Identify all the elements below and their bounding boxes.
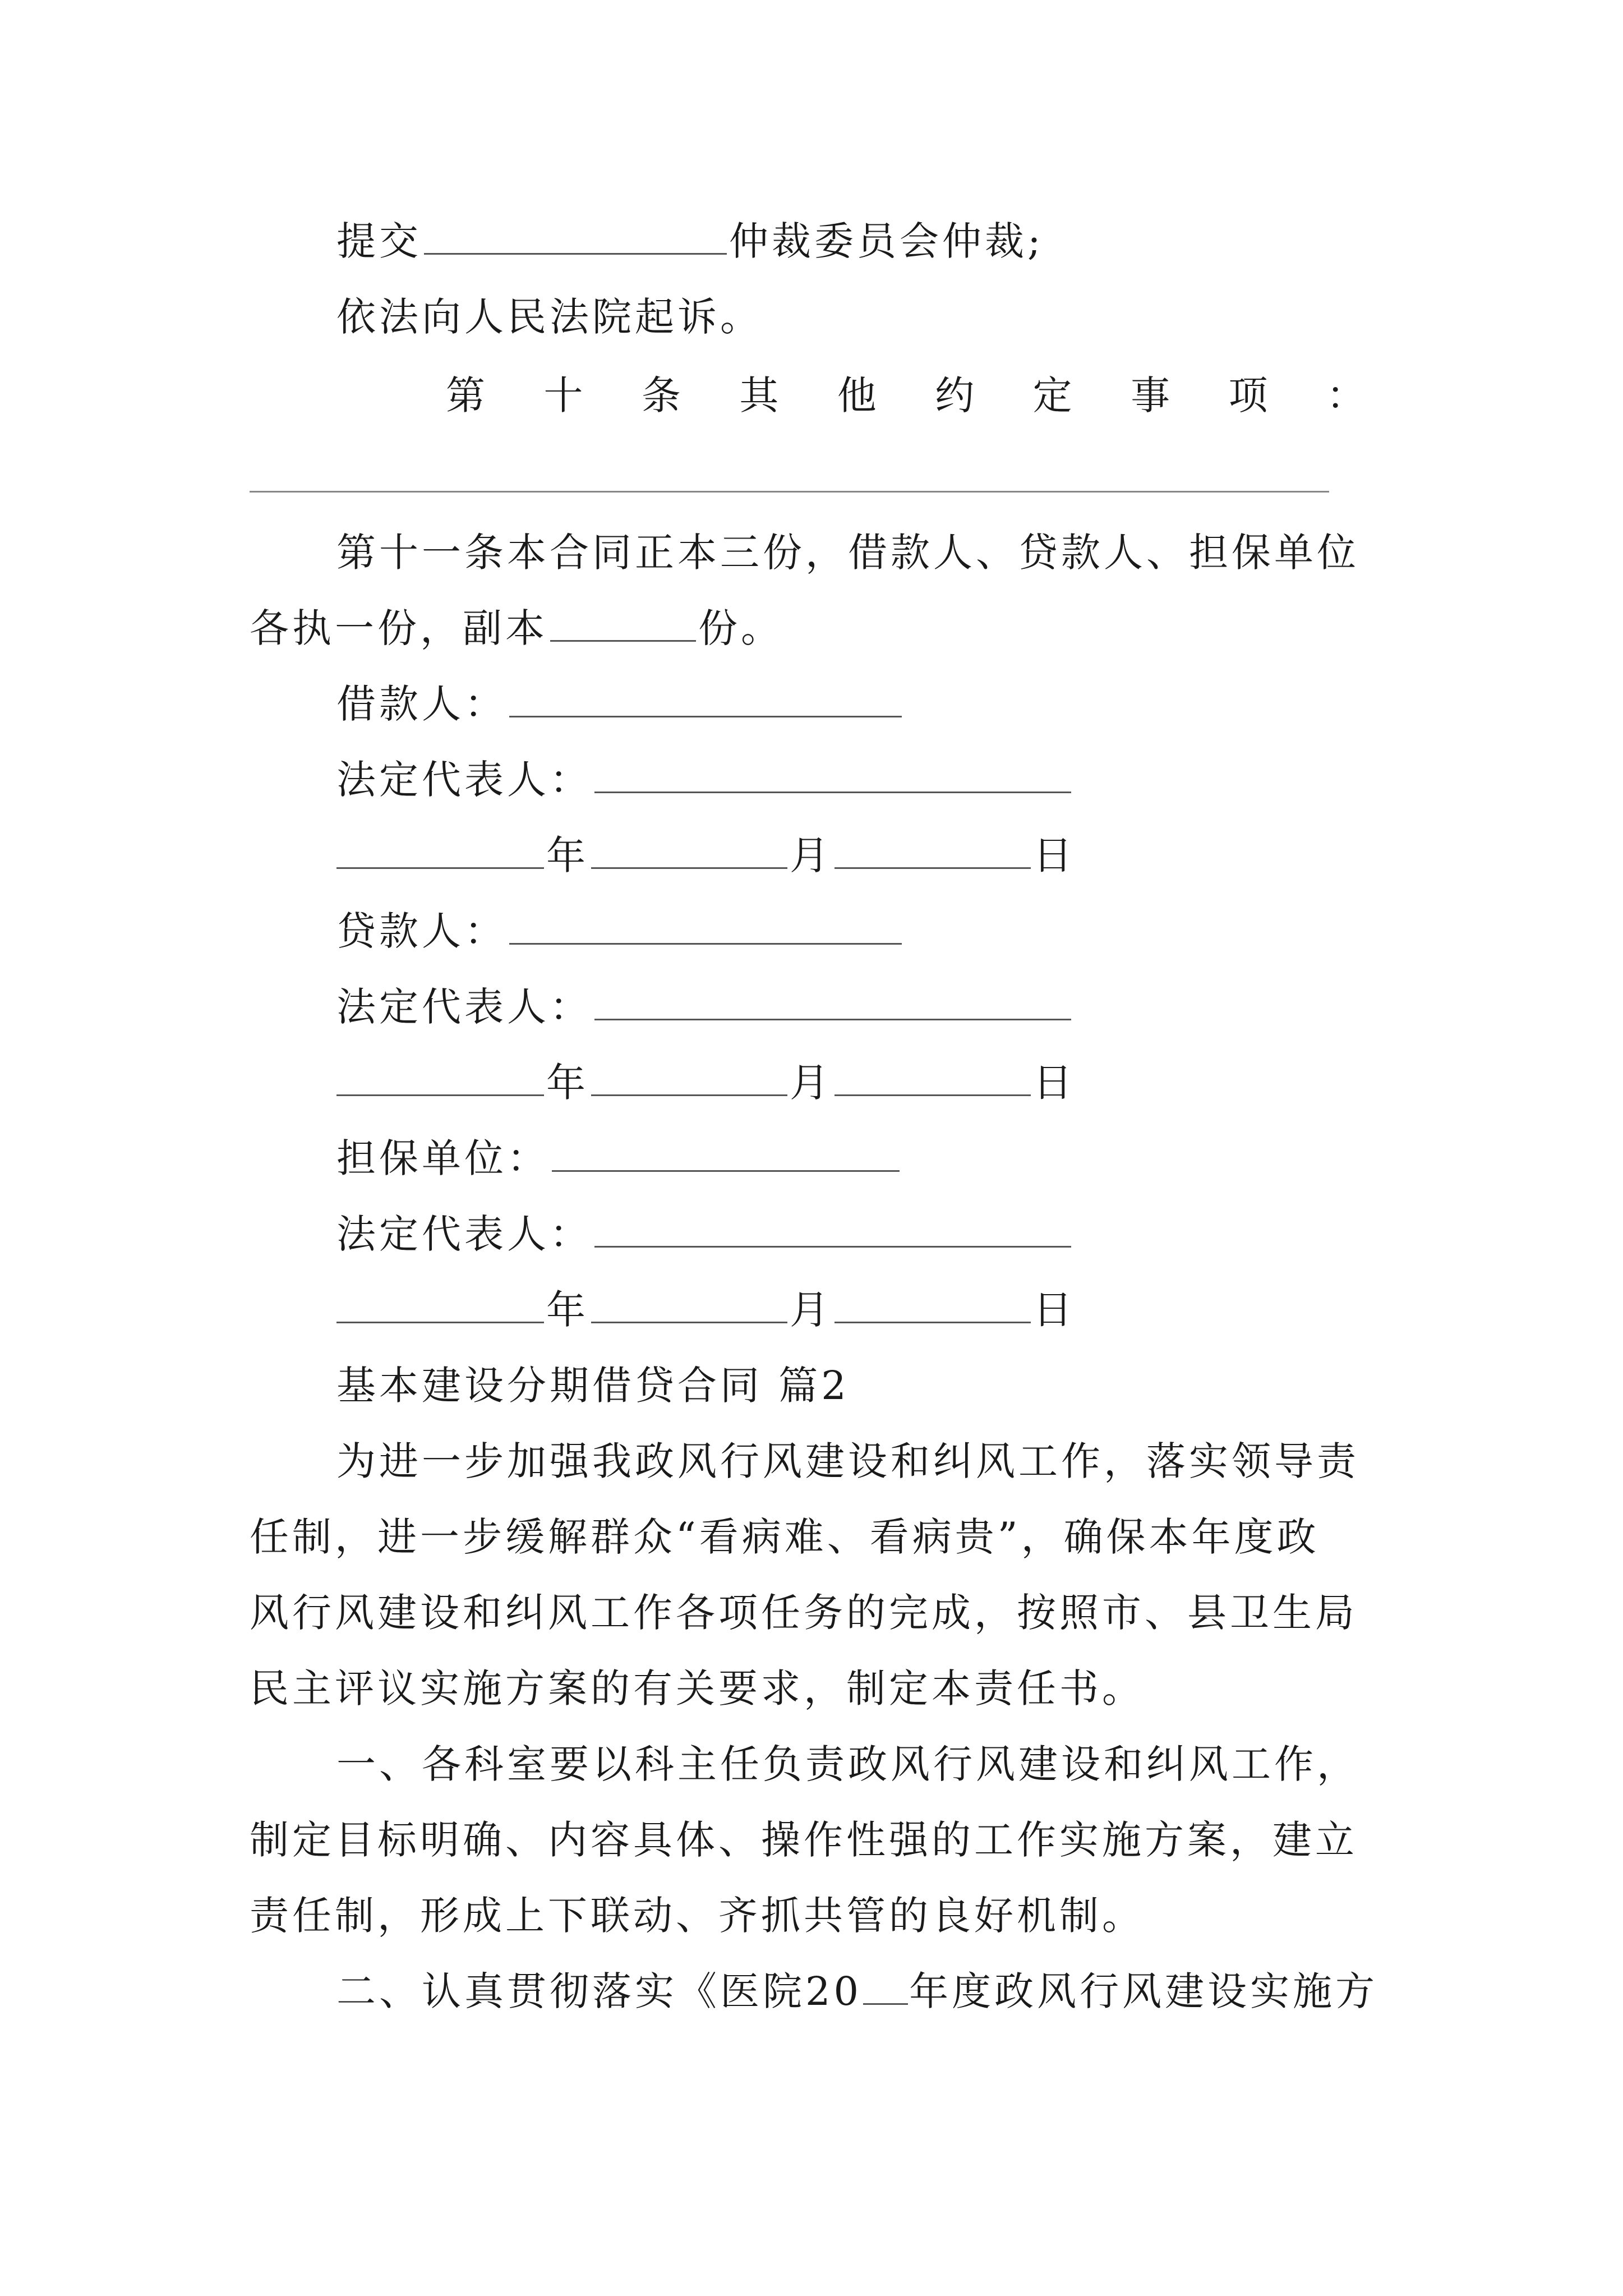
- label: 年: [546, 832, 589, 878]
- day-field[interactable]: [834, 1282, 1031, 1323]
- label: 法定代表人：: [336, 1211, 592, 1257]
- label: 法定代表人：: [336, 984, 592, 1030]
- char: 条: [641, 372, 681, 418]
- borrower-line: [336, 676, 904, 732]
- text: 提交: [336, 218, 422, 264]
- label: 日: [1033, 832, 1076, 878]
- lender-rep-line: [336, 979, 1073, 1035]
- label: 日: [1033, 1287, 1076, 1333]
- label: 担保单位：: [336, 1135, 550, 1181]
- paragraph-1-line: 民主评议实施方案的有关要求，制定本责任书。: [250, 1665, 1145, 1711]
- year-blank[interactable]: [863, 1964, 908, 2005]
- char: 定: [1032, 372, 1072, 418]
- text: 年度政风行风建设实施方: [909, 1968, 1378, 2014]
- guarantor-line: [336, 1130, 902, 1186]
- day-field[interactable]: [834, 828, 1031, 869]
- text: 各执一份，副本: [250, 605, 548, 651]
- label: 法定代表人：: [336, 757, 592, 803]
- lender-line: [336, 903, 904, 959]
- rep-field[interactable]: [594, 1207, 1071, 1248]
- label: 贷款人：: [336, 908, 507, 954]
- borrower-field[interactable]: [509, 677, 902, 717]
- char: ：: [1326, 372, 1366, 418]
- article-11-line1: 第十一条本合同正本三份，借款人、贷款人、担保单位: [336, 530, 1359, 576]
- guarantor-rep-line: [336, 1206, 1073, 1262]
- rep-field[interactable]: [594, 979, 1071, 1020]
- guarantor-field[interactable]: [552, 1131, 900, 1172]
- char: 其: [739, 372, 779, 418]
- blank-field[interactable]: [424, 214, 727, 255]
- char: 约: [935, 372, 975, 418]
- label: 月: [790, 832, 832, 878]
- char: 第: [446, 372, 485, 418]
- arbitration-line: [336, 213, 1044, 269]
- char: 他: [837, 372, 877, 418]
- paragraph-1-line: 任制，进一步缓解群众“看病难、看病贵”，确保本年度政: [250, 1514, 1320, 1560]
- month-field[interactable]: [591, 1055, 787, 1096]
- borrower-rep-line: [336, 752, 1073, 808]
- lender-date-line: [336, 1055, 1076, 1111]
- borrower-date-line: [336, 827, 1076, 884]
- paragraph-3-line: [336, 1963, 1378, 2019]
- article-11-line2: [250, 600, 783, 656]
- char: 项: [1228, 372, 1268, 418]
- label: 借款人：: [336, 681, 507, 727]
- year-field[interactable]: [336, 828, 544, 869]
- paragraph-2-line: 一、各科室要以科主任负责政风行风建设和纠风工作，: [336, 1741, 1359, 1787]
- label: 月: [790, 1287, 832, 1333]
- label: 年: [546, 1060, 589, 1106]
- court-line: 依法向人民法院起诉。: [336, 294, 763, 340]
- blank-field[interactable]: [550, 601, 696, 642]
- month-field[interactable]: [591, 1282, 787, 1323]
- day-field[interactable]: [834, 1055, 1031, 1096]
- char: 事: [1131, 372, 1170, 418]
- paragraph-2-line: 责任制，形成上下联动、齐抓共管的良好机制。: [250, 1893, 1145, 1939]
- text: 二、认真贯彻落实《医院20: [336, 1968, 863, 2014]
- label: 月: [790, 1060, 832, 1106]
- guarantor-date-line: [336, 1282, 1076, 1338]
- lender-field[interactable]: [509, 904, 902, 945]
- year-field[interactable]: [336, 1055, 544, 1096]
- article-10-heading: [446, 367, 1366, 424]
- text: 份。: [698, 605, 783, 651]
- blank-field-long[interactable]: [250, 491, 1329, 493]
- year-field[interactable]: [336, 1282, 544, 1323]
- section-title: 基本建设分期借贷合同 篇2: [336, 1363, 850, 1409]
- char: 十: [543, 372, 583, 418]
- paragraph-1-line: 风行风建设和纠风工作各项任务的完成，按照市、县卫生局: [250, 1590, 1358, 1636]
- label: 年: [546, 1287, 589, 1333]
- label: 日: [1033, 1060, 1076, 1106]
- paragraph-2-line: 制定目标明确、内容具体、操作性强的工作实施方案，建立: [250, 1817, 1358, 1863]
- month-field[interactable]: [591, 828, 787, 869]
- paragraph-1-line: 为进一步加强我政风行风建设和纠风工作，落实领导责: [336, 1438, 1359, 1484]
- rep-field[interactable]: [594, 752, 1071, 793]
- text: 仲裁委员会仲裁;: [729, 218, 1044, 264]
